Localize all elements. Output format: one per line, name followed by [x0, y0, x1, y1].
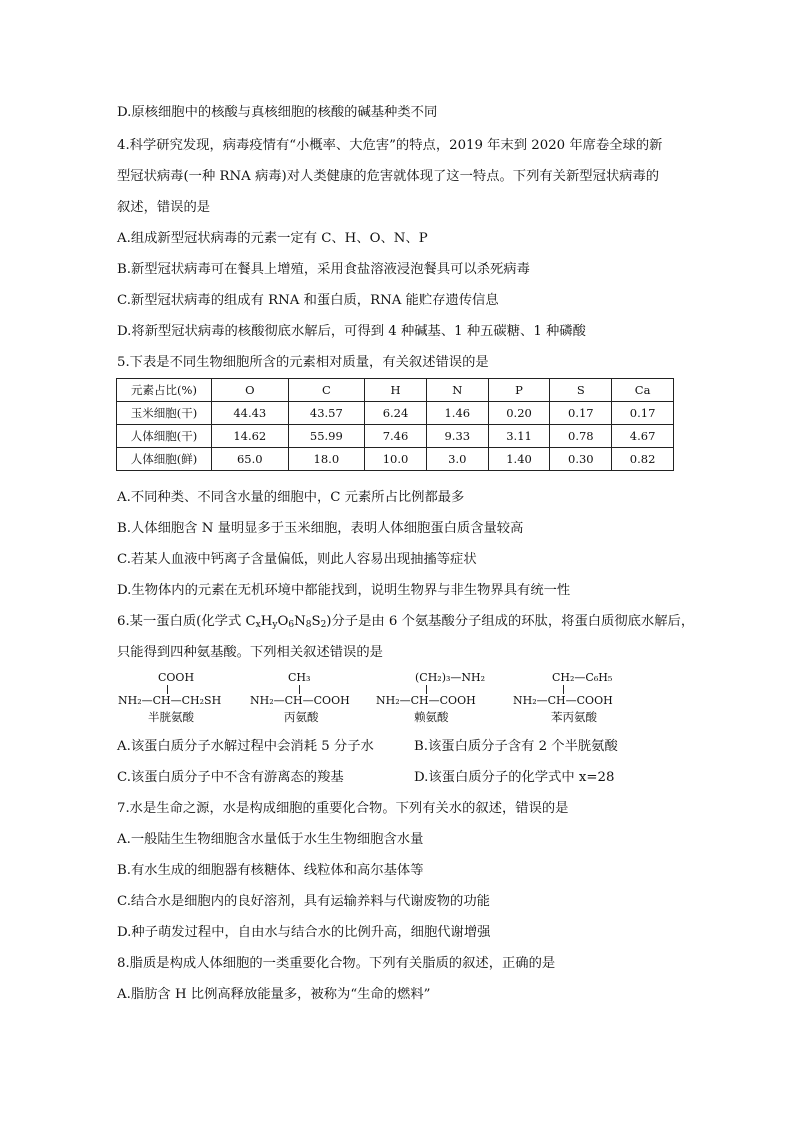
- table-cell: 1.40: [488, 448, 550, 471]
- q6-element-n: N: [294, 614, 306, 629]
- q6-stem-line2: 只能得到四种氨基酸。下列相关叙述错误的是: [117, 645, 383, 660]
- table-cell: Ca: [612, 379, 674, 402]
- side-chain: (CH₂)₃—NH₂: [415, 671, 486, 684]
- q4-option-a: A.组成新型冠状病毒的元素一定有 C、H、O、N、P: [117, 231, 428, 246]
- amino-acid-lysine: [376, 671, 506, 724]
- q4-option-b: B.新型冠状病毒可在餐具上增殖，采用食盐溶液浸泡餐具可以杀死病毒: [117, 262, 530, 277]
- q6-sub-n: 8: [305, 620, 312, 630]
- bond-line: [167, 685, 168, 694]
- table-cell: C: [288, 379, 365, 402]
- table-cell: 65.0: [212, 448, 289, 471]
- q7-option-d: D.种子萌发过程中，自由水与结合水的比例升高，细胞代谢增强: [117, 925, 491, 940]
- q6-sub-o: 6: [288, 620, 295, 630]
- amino-acid-name: 半胱氨酸: [148, 710, 194, 724]
- q6-element-o: O: [277, 614, 289, 629]
- q6-stem-prefix: 6.某一蛋白质(化学式 C: [117, 614, 256, 629]
- q6-stem-line1: [117, 613, 694, 634]
- amino-acid-phenylalanine: [513, 671, 643, 724]
- q6-option-a: A.该蛋白质分子水解过程中会消耗 5 分子水: [117, 739, 374, 754]
- element-table: [116, 378, 674, 471]
- q4-option-c: C.新型冠状病毒的组成有 RNA 和蛋白质，RNA 能贮存遗传信息: [117, 293, 499, 308]
- table-cell: 0.17: [612, 402, 674, 425]
- amino-acid-alanine: [250, 671, 370, 724]
- q6-option-b: B.该蛋白质分子含有 2 个半胱氨酸: [414, 739, 618, 754]
- main-chain: NH₂—CH—COOH: [513, 694, 613, 707]
- q6-element-h: H: [260, 614, 273, 629]
- table-cell: H: [365, 379, 427, 402]
- table-cell: 0.82: [612, 448, 674, 471]
- amino-acid-cysteine: [118, 671, 238, 724]
- q5-option-d: D.生物体内的元素在无机环境中都能找到，说明生物界与非生物界具有统一性: [117, 583, 571, 598]
- table-cell: 10.0: [365, 448, 427, 471]
- amino-acid-name: 丙氨酸: [284, 710, 319, 724]
- amino-acid-name: 苯丙氨酸: [551, 710, 597, 724]
- table-cell: 4.67: [612, 425, 674, 448]
- table-cell: 3.11: [488, 425, 550, 448]
- table-cell: 7.46: [365, 425, 427, 448]
- side-chain: COOH: [158, 671, 195, 684]
- table-cell: 0.78: [550, 425, 612, 448]
- bond-line: [299, 685, 300, 694]
- q4-stem-line3: 叙述，错误的是: [117, 200, 211, 215]
- q5-option-b: B.人体细胞含 N 量明显多于玉米细胞，表明人体细胞蛋白质含量较高: [117, 521, 524, 536]
- main-chain: NH₂—CH—CH₂SH: [118, 694, 222, 707]
- q6-sub-y: y: [272, 620, 278, 630]
- q4-option-d: D.将新型冠状病毒的核酸彻底水解后，可得到 4 种碱基、1 种五碳糖、1 种磷酸: [117, 324, 586, 339]
- table-cell: 44.43: [212, 402, 289, 425]
- table-cell: 1.46: [426, 402, 488, 425]
- main-chain: NH₂—CH—COOH: [376, 694, 476, 707]
- q6-element-s: S: [311, 614, 321, 629]
- table-cell: 0.30: [550, 448, 612, 471]
- q4-stem-line2: 型冠状病毒(一种 RNA 病毒)对人类健康的危害就体现了这一特点。下列有关新型冠状病毒的: [117, 169, 660, 184]
- side-chain: CH₃: [288, 671, 311, 684]
- q7-option-c: C.结合水是细胞内的良好溶剂，具有运输养料与代谢废物的功能: [117, 894, 490, 909]
- table-cell: 18.0: [288, 448, 365, 471]
- q4-stem-line1: 4.科学研究发现，病毒疫情有“小概率、大危害”的特点，2019 年末到 2020 年席卷全球的新: [117, 138, 663, 153]
- q6-stem-suffix: )分子是由 6 个氨基酸分子组成的环肽，将蛋白质彻底水解后，: [326, 614, 695, 629]
- table-cell: 人体细胞(干): [117, 425, 212, 448]
- bond-line: [563, 685, 564, 694]
- q6-option-c: C.该蛋白质分子中不含有游离态的羧基: [117, 770, 344, 785]
- side-chain: CH₂—C₆H₅: [552, 671, 613, 684]
- q5-stem: 5.下表是不同生物细胞所含的元素相对质量，有关叙述错误的是: [117, 355, 489, 370]
- amino-acid-name: 赖氨酸: [414, 710, 449, 724]
- q7-stem: 7.水是生命之源，水是构成细胞的重要化合物。下列有关水的叙述，错误的是: [117, 801, 569, 816]
- table-cell: S: [550, 379, 612, 402]
- q7-option-b: B.有水生成的细胞器有核糖体、线粒体和高尔基体等: [117, 863, 424, 878]
- table-cell: 43.57: [288, 402, 365, 425]
- main-chain: NH₂—CH—COOH: [250, 694, 350, 707]
- table-cell: 14.62: [212, 425, 289, 448]
- table-header-row: [117, 379, 674, 402]
- table-row: [117, 448, 674, 471]
- table-cell: 元素占比(%): [117, 379, 212, 402]
- q5-option-c: C.若某人血液中钙离子含量偏低，则此人容易出现抽搐等症状: [117, 552, 477, 567]
- table-cell: N: [426, 379, 488, 402]
- q8-option-a: A.脂肪含 H 比例高释放能量多，被称为“生命的燃料”: [117, 987, 431, 1002]
- q6-option-d: D.该蛋白质分子的化学式中 x=28: [414, 770, 615, 785]
- table-cell: P: [488, 379, 550, 402]
- table-cell: 人体细胞(鲜): [117, 448, 212, 471]
- table-cell: 9.33: [426, 425, 488, 448]
- q6-sub-s: 2: [320, 620, 327, 630]
- table-cell: 55.99: [288, 425, 365, 448]
- table-cell: 0.20: [488, 402, 550, 425]
- table-cell: 0.17: [550, 402, 612, 425]
- q8-stem: 8.脂质是构成人体细胞的一类重要化合物。下列有关脂质的叙述，正确的是: [117, 956, 556, 971]
- table-cell: 3.0: [426, 448, 488, 471]
- table-cell: O: [212, 379, 289, 402]
- bond-line: [426, 685, 427, 694]
- table-cell: 玉米细胞(干): [117, 402, 212, 425]
- table-row: [117, 425, 674, 448]
- q7-option-a: A.一般陆生生物细胞含水量低于水生生物细胞含水量: [117, 832, 424, 847]
- table-cell: 6.24: [365, 402, 427, 425]
- q5-option-a: A.不同种类、不同含水量的细胞中，C 元素所占比例都最多: [117, 490, 465, 505]
- table-row: [117, 402, 674, 425]
- q3-option-d: D.原核细胞中的核酸与真核细胞的核酸的碱基种类不同: [117, 105, 438, 120]
- q6-sub-x: x: [255, 620, 261, 630]
